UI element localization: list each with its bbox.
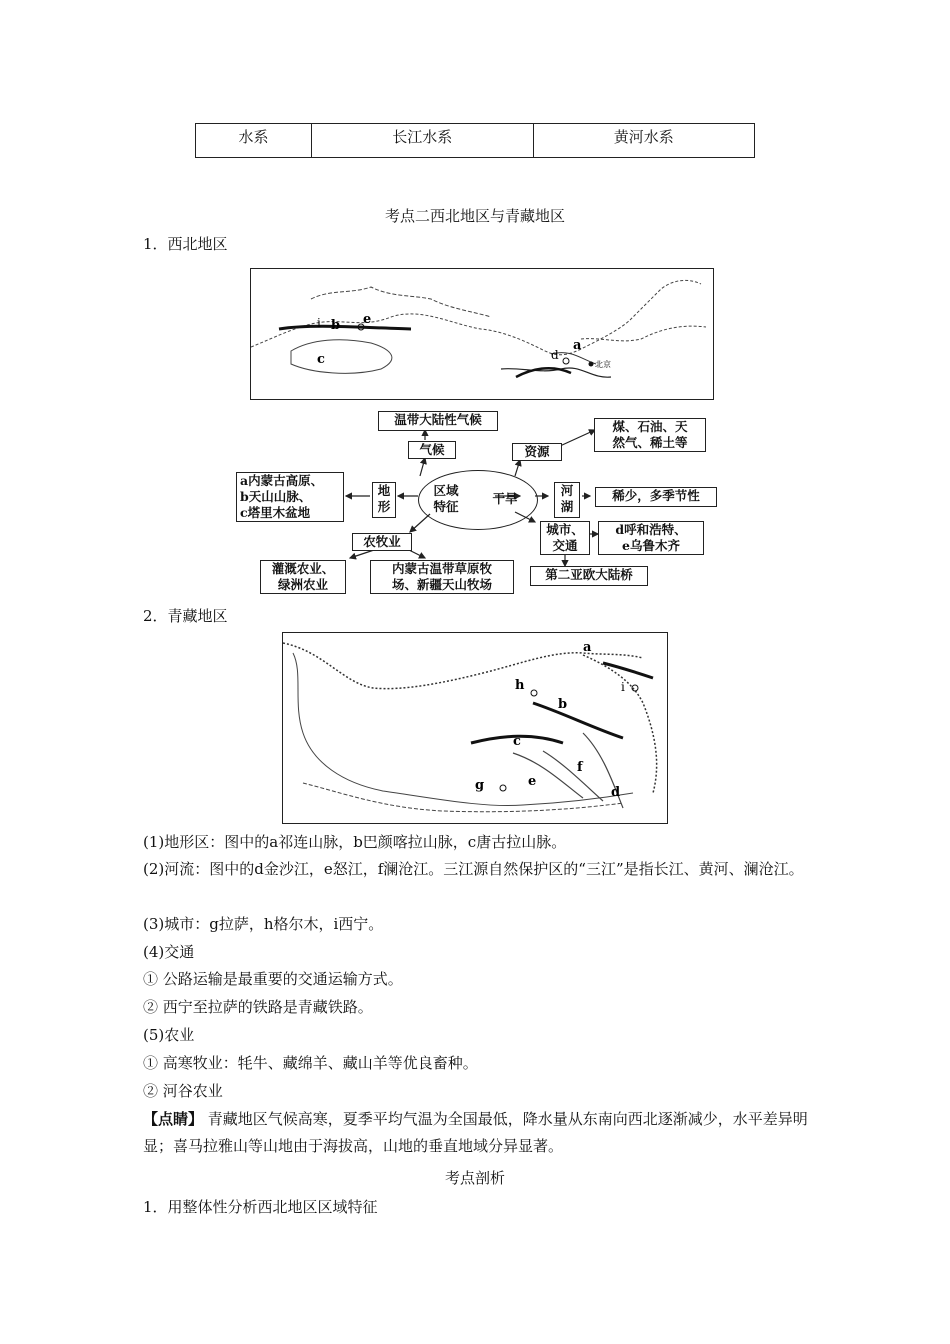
center-key-label: 干旱	[492, 491, 518, 506]
map-label: c	[317, 352, 325, 367]
map-label: c	[513, 734, 521, 749]
landform-box: 地 形	[372, 482, 396, 518]
map-label: a	[583, 640, 592, 655]
resource-value-box: 煤、石油、天 然气、稀土等	[594, 418, 706, 452]
city-value-box: d呼和浩特、 e乌鲁木齐	[598, 521, 704, 555]
item-qinghai-tibet: 2．青藏地区	[143, 607, 228, 625]
table-cell: 长江水系	[312, 124, 533, 158]
agri-value1-box: 灌溉农业、 绿洲农业	[260, 560, 346, 594]
resource-box: 资源	[512, 443, 562, 461]
paragraph: (1)地形区：图中的a祁连山脉，b巴颜喀拉山脉，c唐古拉山脉。	[143, 833, 567, 851]
agri-box: 农牧业	[352, 533, 412, 551]
tip-tag: 【点睛】	[143, 1110, 204, 1128]
analysis-title: 考点剖析	[444, 1169, 505, 1187]
table-cell: 黄河水系	[533, 124, 755, 158]
section-title: 考点二西北地区与青藏地区	[384, 207, 565, 225]
map-label: f	[577, 760, 583, 775]
map-label: d	[551, 348, 559, 362]
paragraph: (2)河流：图中的d金沙江，e怒江，f澜沧江。三江源自然保护区的“三江”是指长江、黄河、澜沧江。	[143, 860, 804, 878]
paragraph: ② 河谷农业	[143, 1082, 223, 1100]
northwest-map	[250, 268, 714, 400]
map-label: d	[611, 785, 621, 800]
climate-box: 气候	[408, 441, 456, 459]
item-analysis: 1．用整体性分析西北地区区域特征	[143, 1198, 378, 1216]
landform-value-box: a内蒙古高原、 b天山山脉、 c塔里木盆地	[236, 472, 344, 522]
paragraph: (5)农业	[143, 1026, 195, 1044]
paragraph: ② 西宁至拉萨的铁路是青藏铁路。	[143, 998, 373, 1016]
river-value-box: 稀少，多季节性	[595, 487, 717, 507]
map-label: 北京	[595, 360, 611, 369]
map-label: i	[621, 680, 625, 694]
agri-value2-box: 内蒙古温带草原牧 场、新疆天山牧场	[370, 560, 514, 594]
map-label: b	[331, 318, 341, 333]
map-label: h	[515, 678, 525, 693]
map-label: g	[475, 778, 485, 793]
qinghai-tibet-map	[282, 632, 668, 824]
qinghai-tibet-map-drawing	[283, 633, 667, 823]
paragraph: (4)交通	[143, 943, 195, 961]
tip-text: 青藏地区气候高寒，夏季平均气温为全国最低，降水量从东南向西北逐渐减少，水平差异明显；喜马拉雅山等山地由于海拔高，山地的垂直地域分异显著。	[143, 1110, 808, 1155]
item-northwest: 1．西北地区	[143, 235, 228, 253]
paragraph: (3)城市：g拉萨，h格尔木，i西宁。	[143, 915, 384, 933]
center-label: 区域 特征	[433, 483, 459, 514]
map-label: i	[317, 316, 321, 330]
northwest-map-drawing	[251, 269, 713, 399]
map-label: b	[558, 697, 568, 712]
city-box: 城市、 交通	[540, 521, 590, 555]
table-cell: 水系	[196, 124, 312, 158]
climate-value-box: 温带大陆性气候	[378, 411, 498, 431]
river-box: 河 湖	[554, 482, 580, 518]
map-label: e	[363, 312, 372, 327]
tip-paragraph	[143, 1106, 813, 1160]
paragraph: ① 公路运输是最重要的交通运输方式。	[143, 970, 403, 988]
map-label: a	[573, 338, 582, 353]
paragraph: ① 高寒牧业：牦牛、藏绵羊、藏山羊等优良畜种。	[143, 1054, 478, 1072]
map-label: e	[528, 774, 537, 789]
bridge-box: 第二亚欧大陆桥	[530, 566, 648, 586]
water-system-table	[195, 123, 755, 158]
